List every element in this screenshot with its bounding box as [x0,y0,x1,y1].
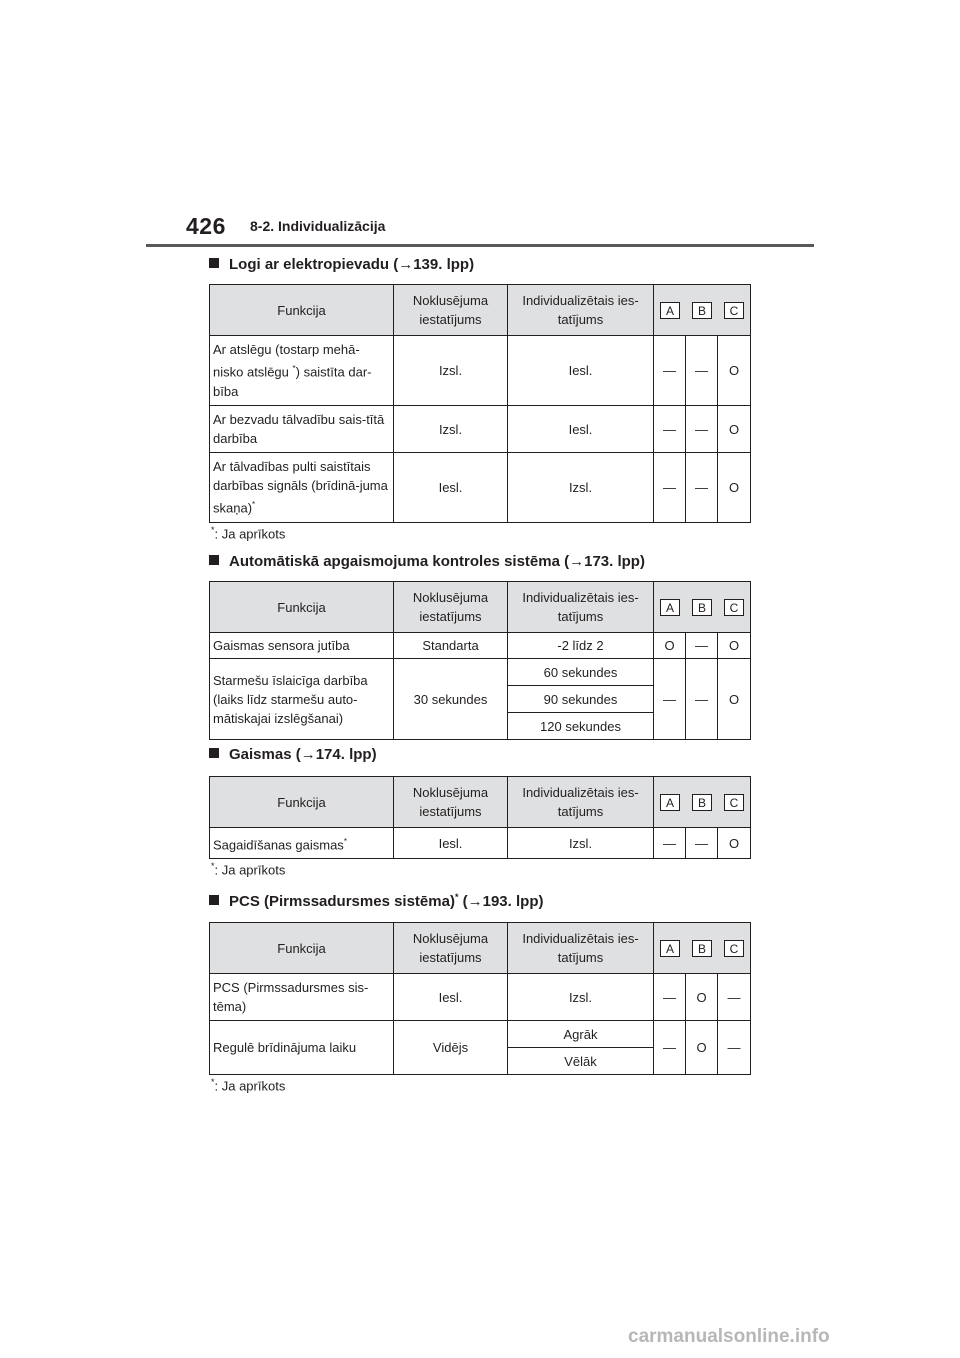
table-row [210,406,751,453]
custom-cell: Agrāk [508,1021,654,1048]
table-row [210,659,751,686]
table-row [210,633,751,659]
a-cell: — [654,406,686,453]
c-cell: O [718,659,751,740]
page-number: 426 [186,213,226,239]
table-header-row [210,777,751,828]
default-cell: Izsl. [394,336,508,406]
col-default: Noklusējuma iestatījums [394,582,508,633]
col-default: Noklusējuma iestatījums [394,777,508,828]
letter-b-icon: B [692,940,712,957]
col-function: Funkcija [210,285,394,336]
footnote: *: Ja aprīkots [211,1077,286,1094]
letter-b-icon: B [692,302,712,319]
col-abc [654,285,751,336]
custom-cell: -2 līdz 2 [508,633,654,659]
letter-a-icon: A [660,302,680,319]
custom-cell: Iesl. [508,406,654,453]
default-cell: Izsl. [394,406,508,453]
function-cell: Sagaidīšanas gaismas* [210,828,394,859]
heading-auto-lighting: Automātiskā apgaismojuma kontroles sistēma (→173. lpp) [209,553,645,570]
c-cell: O [718,336,751,406]
b-cell: — [686,828,718,859]
c-cell: — [718,974,751,1021]
b-cell: — [686,336,718,406]
footnote: *: Ja aprīkots [211,861,286,878]
default-cell: Iesl. [394,453,508,523]
lights-table [209,776,751,859]
watermark: carmanualsonline.info [628,1326,830,1347]
table-header-row [210,582,751,633]
col-custom: Individualizētais ies-tatījums [508,923,654,974]
footnote: *: Ja aprīkots [211,525,286,542]
letter-c-icon: C [724,794,744,811]
b-cell: — [686,453,718,523]
table-header-row [210,285,751,336]
letter-a-icon: A [660,599,680,616]
auto-lighting-table [209,581,751,740]
c-cell: O [718,406,751,453]
col-custom: Individualizētais ies-tatījums [508,285,654,336]
col-abc [654,923,751,974]
function-cell: Regulē brīdinājuma laiku [210,1021,394,1075]
custom-cell: Vēlāk [508,1048,654,1075]
letter-a-icon: A [660,794,680,811]
default-cell: Standarta [394,633,508,659]
square-bullet-icon [209,748,219,758]
section-label: 8-2. Individualizācija [250,218,386,234]
custom-cell: Iesl. [508,336,654,406]
function-cell: Ar atslēgu (tostarp mehā-nisko atslēgu *) saistīta dar-bība [210,336,394,406]
table-header-row [210,923,751,974]
custom-cell: Izsl. [508,828,654,859]
letter-b-icon: B [692,794,712,811]
b-cell: — [686,406,718,453]
col-custom: Individualizētais ies-tatījums [508,582,654,633]
c-cell: O [718,633,751,659]
table-row [210,974,751,1021]
custom-cell: Izsl. [508,974,654,1021]
pcs-table [209,922,751,1075]
letter-c-icon: C [724,599,744,616]
a-cell: O [654,633,686,659]
col-abc [654,582,751,633]
b-cell: — [686,633,718,659]
a-cell: — [654,828,686,859]
default-cell: Iesl. [394,828,508,859]
a-cell: — [654,974,686,1021]
header-rule [146,244,814,247]
col-function: Funkcija [210,582,394,633]
a-cell: — [654,659,686,740]
b-cell: — [686,659,718,740]
function-cell: PCS (Pirmssadursmes sis-tēma) [210,974,394,1021]
function-cell: Ar bezvadu tālvadību sais-tītā darbība [210,406,394,453]
square-bullet-icon [209,258,219,268]
function-cell: Starmešu īslaicīga darbība (laiks līdz starmešu auto-mātiskajai izslēgšanai) [210,659,394,740]
square-bullet-icon [209,555,219,565]
col-function: Funkcija [210,923,394,974]
heading-pcs: PCS (Pirmssadursmes sistēma)* (→193. lpp) [209,892,543,910]
c-cell: O [718,828,751,859]
table-row [210,828,751,859]
letter-b-icon: B [692,599,712,616]
default-cell: Vidējs [394,1021,508,1075]
custom-cell: 90 sekundes [508,686,654,713]
letter-c-icon: C [724,940,744,957]
a-cell: — [654,453,686,523]
col-abc [654,777,751,828]
c-cell: — [718,1021,751,1075]
table-row [210,1021,751,1048]
heading-power-windows: Logi ar elektropievadu (→139. lpp) [209,256,474,273]
letter-c-icon: C [724,302,744,319]
power-windows-table [209,284,751,523]
c-cell: O [718,453,751,523]
b-cell: O [686,1021,718,1075]
letter-a-icon: A [660,940,680,957]
custom-cell: Izsl. [508,453,654,523]
col-custom: Individualizētais ies-tatījums [508,777,654,828]
function-cell: Gaismas sensora jutība [210,633,394,659]
table-row [210,336,751,406]
custom-cell: 60 sekundes [508,659,654,686]
a-cell: — [654,1021,686,1075]
function-cell: Ar tālvadības pulti saistītais darbības signāls (brīdinā-juma skaņa)* [210,453,394,523]
col-default: Noklusējuma iestatījums [394,285,508,336]
heading-lights: Gaismas (→174. lpp) [209,746,377,763]
col-default: Noklusējuma iestatījums [394,923,508,974]
col-function: Funkcija [210,777,394,828]
default-cell: Iesl. [394,974,508,1021]
default-cell: 30 sekundes [394,659,508,740]
b-cell: O [686,974,718,1021]
a-cell: — [654,336,686,406]
table-row [210,453,751,523]
square-bullet-icon [209,895,219,905]
custom-cell: 120 sekundes [508,713,654,740]
